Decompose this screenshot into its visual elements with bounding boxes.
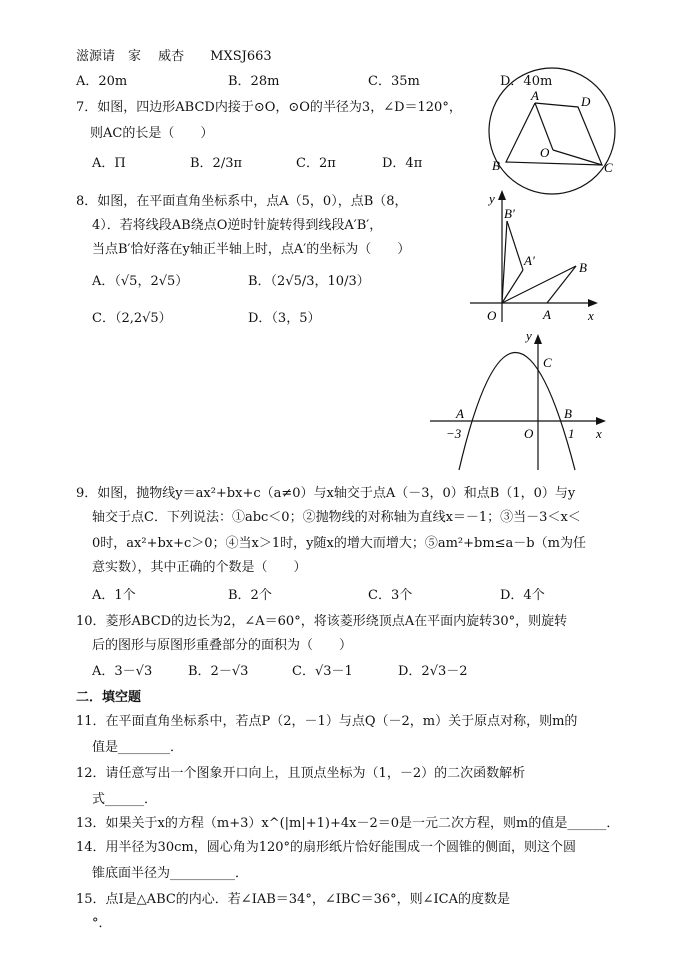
q7-option-b[interactable]: B．2/3π	[190, 156, 243, 171]
q10-stem-line1: 10．菱形ABCD的边长为2，∠A＝60°，将该菱形绕顶点A在平面内旋转30°，则旋转	[76, 614, 568, 629]
q10-option-a[interactable]: A．3－√3	[92, 664, 153, 679]
q7-stem-line1: 7．如图，四边形ABCD内接于⊙O，⊙O的半径为3，∠D＝120°，	[76, 100, 462, 115]
q8-option-b[interactable]: B．（2√5/3，10/3）	[248, 274, 370, 289]
q7-option-a[interactable]: A．Π	[92, 156, 126, 171]
q9-label-b: B	[564, 406, 572, 421]
q7-label-c: C	[604, 160, 613, 175]
q8-stem-line1: 8．如图，在平面直角坐标系中，点A（5，0），点B（8，	[76, 194, 408, 209]
q9-stem-line3: 0时，ax²+bx+c＞0；④当x＞1时，y随x的增大而增大；⑤am²+bm≤a－b（m为任	[92, 536, 586, 551]
q9-label-x: x	[596, 426, 602, 441]
q8-label-y: y	[489, 191, 495, 206]
q9-label-y: y	[526, 328, 532, 343]
q6-option-c[interactable]: C．35m	[368, 74, 420, 89]
q9-label-c: C	[543, 355, 552, 370]
q6-option-b[interactable]: B．28m	[228, 74, 280, 89]
q8-label-a: A	[543, 307, 551, 322]
q9-label-neg3: −3	[446, 426, 462, 441]
q8-stem-line3: 当点B′恰好落在y轴正半轴上时，点A′的坐标为（ ）	[92, 242, 411, 257]
q8-label-a-prime: A′	[524, 253, 535, 268]
q9-option-c[interactable]: C．3个	[368, 588, 413, 603]
page-header: 滋源请 家 威杏 MXSJ663	[76, 49, 272, 64]
q8-option-d[interactable]: D．（3，5）	[248, 311, 321, 326]
q10-option-b[interactable]: B．2－√3	[188, 664, 249, 679]
q7-option-c[interactable]: C．2π	[296, 156, 336, 171]
q9-stem-line4: 意实数），其中正确的个数是（ ）	[92, 560, 307, 575]
q14-line2[interactable]: 锥底面半径为__________．	[92, 866, 249, 881]
q7-option-d[interactable]: D．4π	[382, 156, 423, 171]
q6-option-a[interactable]: A．20m	[76, 74, 128, 89]
q13-line1[interactable]: 13．如果关于x的方程（m+3）x^(|m|+1)+4x－2＝0是一元二次方程，则m的值是______．	[76, 816, 620, 831]
q7-stem-line2: 则AC的长是（ ）	[90, 126, 214, 141]
q8-option-a[interactable]: A．（√5，2√5）	[92, 274, 189, 289]
q8-label-x: x	[588, 308, 594, 323]
q9-stem-line1: 9．如图，抛物线y＝ax²+bx+c（a≠0）与x轴交于点A（－3，0）和点B（1，0）与y	[76, 486, 576, 501]
q8-stem-line2: 4）．若将线段AB绕点O逆时针旋转得到线段A′B′，	[92, 218, 383, 233]
q7-label-d: D	[581, 94, 591, 109]
q7-label-b: B	[492, 158, 500, 173]
q15-line2[interactable]: °．	[92, 916, 112, 931]
q10-option-c[interactable]: C．√3－1	[292, 664, 353, 679]
q8-label-b: B	[579, 260, 587, 275]
q11-line2[interactable]: 值是________．	[92, 740, 184, 755]
q14-line1: 14．用半径为30cm，圆心角为120°的扇形纸片恰好能围成一个圆锥的侧面，则这个圆	[76, 840, 577, 855]
q9-option-a[interactable]: A．1个	[92, 588, 136, 603]
q8-label-o: O	[487, 308, 497, 323]
q11-line1: 11．在平面直角坐标系中，若点P（2，－1）与点Q（－2，m）关于原点对称，则m的	[76, 714, 578, 729]
q7-label-a: A	[531, 88, 539, 103]
q9-label-a: A	[456, 406, 464, 421]
q9-label-o: O	[524, 426, 534, 441]
q10-option-d[interactable]: D．2√3－2	[398, 664, 468, 679]
q12-line2[interactable]: 式______．	[92, 792, 158, 807]
q8-label-b-prime: B′	[504, 206, 515, 221]
section-fill-in-title: 二．填空题	[76, 690, 142, 705]
q8-option-c[interactable]: C．（2,2√5）	[92, 311, 172, 326]
q9-label-1: 1	[568, 426, 575, 441]
q10-stem-line2: 后的图形与原图形重叠部分的面积为（ ）	[92, 638, 353, 653]
q7-label-o: O	[540, 145, 550, 160]
q15-line1: 15．点I是△ABC的内心．若∠IAB＝34°，∠IBC＝36°，则∠ICA的度数是	[76, 892, 510, 907]
q9-option-d[interactable]: D．4个	[500, 588, 545, 603]
q9-stem-line2: 轴交于点C．下列说法：①abc＜0；②抛物线的对称轴为直线x＝－1；③当－3＜x＜	[92, 510, 581, 525]
q6-option-d[interactable]: D．40m	[500, 74, 553, 89]
q12-line1: 12．请任意写出一个图象开口向上，且顶点坐标为（1，－2）的二次函数解析	[76, 766, 526, 781]
q9-option-b[interactable]: B．2个	[228, 588, 272, 603]
